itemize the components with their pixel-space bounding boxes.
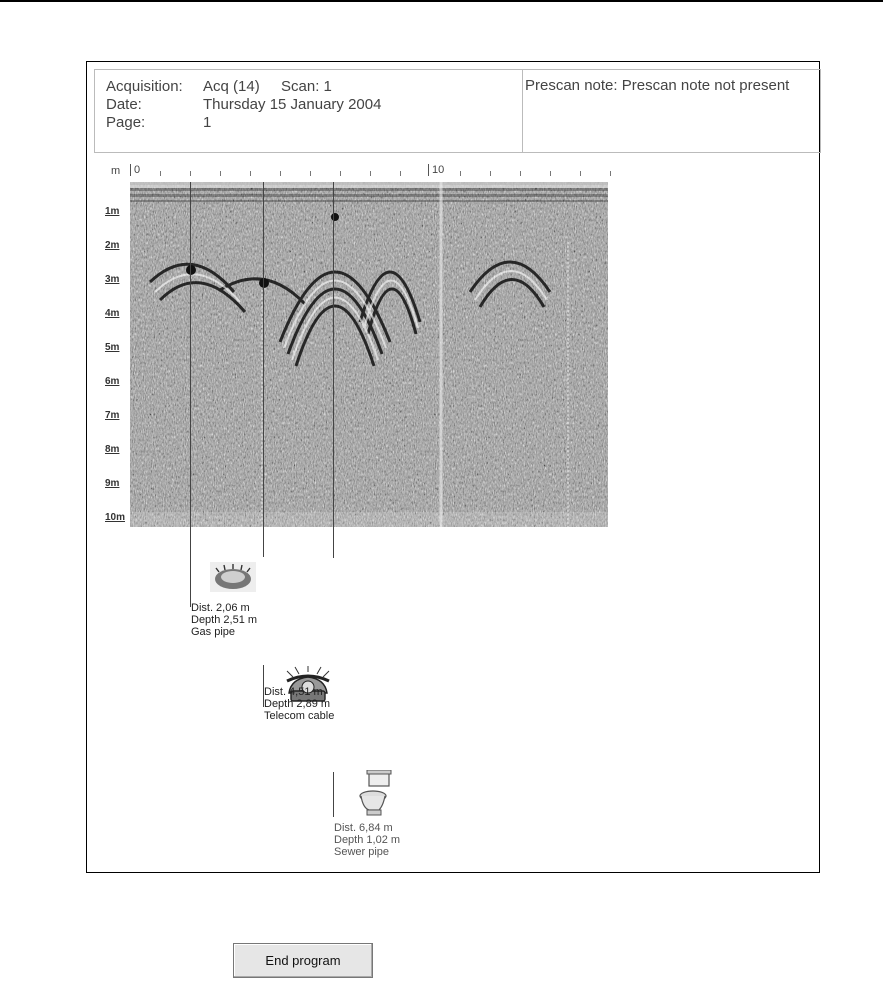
ruler-tick [280,171,281,176]
depth-label: 1m [105,206,120,217]
acquisition-label: Acquisition: [106,78,183,95]
ruler-tick [550,171,551,176]
date-label: Date: [106,96,142,113]
depth-label: 3m [105,274,120,285]
telecom-cable-hit [259,278,269,288]
finding-type: Sewer pipe [334,846,390,858]
ruler-tick [580,171,581,176]
gas-pipe-marker [190,182,191,607]
scan-label: Scan: [281,78,320,95]
prescan-label: Prescan note: [525,77,618,94]
depth-label: 10m [105,512,126,523]
acquisition-info-box [94,69,523,153]
gas-pipe-caption [191,602,257,638]
ruler-tick [370,171,371,176]
finding-depth: Depth 2,89 m [264,698,331,710]
prescan-value: Prescan note not present [621,77,790,94]
page-label: Page: [106,114,146,131]
ruler-tick [190,171,191,176]
ruler-tick [220,171,221,176]
ruler-tick [400,171,401,176]
ruler-tick [460,171,461,176]
depth-label: 9m [105,478,120,489]
ruler-start-mark [130,164,131,176]
scan-value: 1 [323,78,332,95]
top-rule [0,0,883,2]
ruler-tick [160,171,161,176]
scan-report [86,61,820,873]
finding-type: Gas pipe [191,626,236,638]
prescan-note [525,77,789,94]
ruler-tick [520,171,521,176]
ruler-label-10: 10 [432,164,445,176]
depth-label: 6m [105,376,120,387]
ruler-ten-mark [428,164,429,176]
sewer-pipe-caption [334,822,400,858]
ruler-tick [340,171,341,176]
finding-distance: Dist. 2,06 m [191,602,250,614]
depth-label: 4m [105,308,120,319]
gas-pipe-hit [186,265,196,275]
finding-depth: Depth 2,51 m [191,614,258,626]
acquisition-value: Acq (14) [203,78,260,95]
gas-pipe-icon [210,562,256,592]
ruler-tick [250,171,251,176]
telecom-cable-caption [264,686,334,722]
page-value: 1 [203,114,212,131]
ruler-tick [610,171,611,176]
finding-distance: Dist. 4,51 m [264,686,323,698]
end-program-button[interactable]: End program [233,943,373,978]
date-value: Thursday 15 January 2004 [203,96,382,113]
telecom-cable-marker [263,182,264,557]
scan-info [281,78,332,95]
radargram-image [130,182,608,527]
radargram-svg [130,182,608,527]
finding-type: Telecom cable [264,710,335,722]
depth-label: 2m [105,240,120,251]
depth-label: 8m [105,444,120,455]
finding-distance: Dist. 6,84 m [334,822,393,834]
sewer-pipe-marker [333,182,334,558]
toilet-icon [357,770,393,816]
depth-label: 7m [105,410,120,421]
ruler-label-0: 0 [134,164,141,176]
finding-depth: Depth 1,02 m [334,834,401,846]
sewer-pipe-callout-line [333,772,334,817]
ruler-unit: m [111,165,121,177]
ruler-tick [490,171,491,176]
ruler-tick [310,171,311,176]
depth-label: 5m [105,342,120,353]
